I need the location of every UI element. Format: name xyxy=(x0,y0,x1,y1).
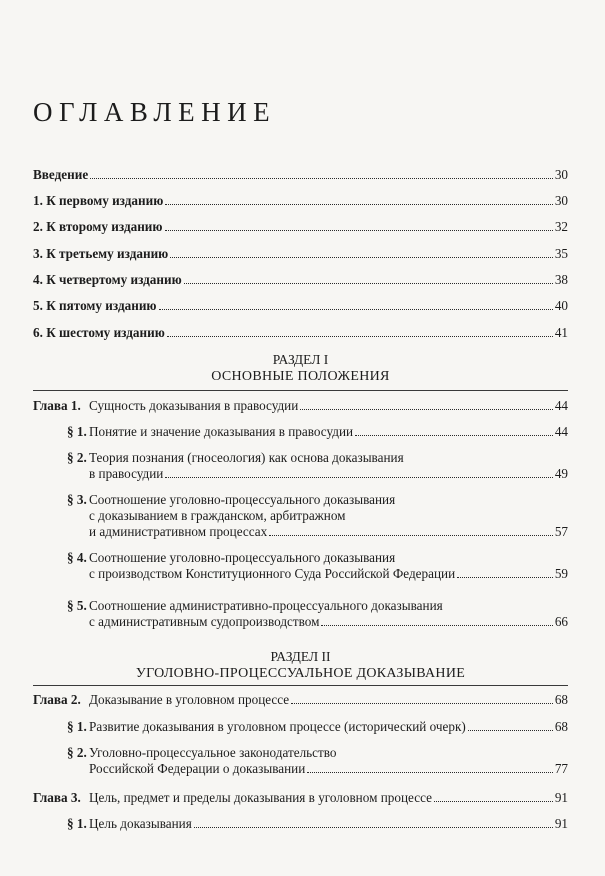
leader-dots xyxy=(321,625,552,626)
toc-entry-page: 59 xyxy=(554,566,568,581)
section-2-header xyxy=(33,648,568,682)
leader-dots xyxy=(468,730,553,731)
section-number: § 4. xyxy=(67,550,87,565)
toc-section-3-1[interactable] xyxy=(67,816,568,832)
leader-dots xyxy=(307,772,553,773)
toc-entry-label: 2. К второму изданию xyxy=(33,219,163,234)
section-1-title: ОСНОВНЫЕ ПОЛОЖЕНИЯ xyxy=(211,369,390,384)
toc-entry-page: 40 xyxy=(554,298,568,313)
toc-section-1-3[interactable] xyxy=(67,492,568,540)
leader-dots xyxy=(434,801,553,802)
section-title-line: и административном процессах xyxy=(89,524,268,539)
section-number: § 1. xyxy=(67,816,87,831)
toc-entry-page: 68 xyxy=(554,692,568,707)
section-2-title: УГОЛОВНО-ПРОЦЕССУАЛЬНОЕ ДОКАЗЫВАНИЕ xyxy=(135,666,466,681)
section-title-line: Соотношение уголовно-процессуального доказывания xyxy=(89,550,396,565)
leader-dots xyxy=(457,577,553,578)
leader-dots xyxy=(269,535,553,536)
toc-entry-label: 3. К третьему изданию xyxy=(33,246,169,261)
toc-section-1-2[interactable] xyxy=(67,450,568,482)
toc-entry-page: 44 xyxy=(554,398,568,413)
toc-entry-page: 38 xyxy=(554,272,568,287)
toc-entry-page: 91 xyxy=(554,816,568,831)
section-title-line: Соотношение уголовно-процессуального доказывания xyxy=(89,492,396,507)
toc-entry-fifth-edition[interactable] xyxy=(33,298,568,314)
chapter-title: Сущность доказывания в правосудии xyxy=(89,398,299,413)
toc-section-1-4[interactable] xyxy=(67,550,568,582)
section-title-line: Российской Федерации о доказывании xyxy=(89,761,306,776)
toc-chapter-3[interactable] xyxy=(33,790,568,806)
section-title-line: Развитие доказывания в уголовном процессе (исторический очерк) xyxy=(89,719,466,734)
toc-entry-page: 41 xyxy=(554,325,568,340)
leader-dots xyxy=(170,257,553,258)
toc-entry-label: 6. К шестому изданию xyxy=(33,325,165,340)
section-title-line: Понятие и значение доказывания в правосудии xyxy=(89,424,354,439)
chapter-title: Цель, предмет и пределы доказывания в уголовном процессе xyxy=(89,790,432,805)
section-number: § 2. xyxy=(67,745,87,760)
toc-entry-page: 68 xyxy=(554,719,568,734)
section-title-line: Уголовно-процессуальное законодательство xyxy=(89,745,337,760)
toc-entry-page: 66 xyxy=(554,614,568,629)
toc-chapter-2[interactable] xyxy=(33,692,568,708)
section-title-line: с производством Конституционного Суда Российской Федерации xyxy=(89,566,456,581)
leader-dots xyxy=(194,827,553,828)
section-title-line: с доказыванием в гражданском, арбитражном xyxy=(89,508,346,523)
leader-dots xyxy=(90,178,553,179)
section-number: § 3. xyxy=(67,492,87,507)
divider-rule xyxy=(33,685,568,686)
toc-entry-page: 32 xyxy=(554,219,568,234)
section-title-line: Теория познания (гносеология) как основа доказывания xyxy=(89,450,404,465)
toc-entry-second-edition[interactable] xyxy=(33,219,568,235)
section-1-label: РАЗДЕЛ I xyxy=(272,352,329,367)
toc-entry-label: Введение xyxy=(33,167,89,182)
toc-entry-intro[interactable] xyxy=(33,167,568,183)
leader-dots xyxy=(291,703,553,704)
divider-rule xyxy=(33,390,568,391)
chapter-number: Глава 1. xyxy=(33,398,81,413)
toc-entry-first-edition[interactable] xyxy=(33,193,568,209)
toc-entry-fourth-edition[interactable] xyxy=(33,272,568,288)
toc-entry-label: 4. К четвертому изданию xyxy=(33,272,182,287)
leader-dots xyxy=(355,435,553,436)
section-title-line: Соотношение административно-процессуального доказывания xyxy=(89,598,443,613)
toc-entry-page: 57 xyxy=(554,524,568,539)
toc-section-2-1[interactable] xyxy=(67,719,568,735)
toc-entry-page: 30 xyxy=(554,193,568,208)
leader-dots xyxy=(300,409,553,410)
chapter-number: Глава 3. xyxy=(33,790,81,805)
toc-section-1-5[interactable] xyxy=(67,598,568,630)
toc-entry-page: 30 xyxy=(554,167,568,182)
section-title-line: с административным судопроизводством xyxy=(89,614,320,629)
section-number: § 1. xyxy=(67,719,87,734)
section-title-line: в правосудии xyxy=(89,466,164,481)
leader-dots xyxy=(165,230,553,231)
toc-entry-label: 5. К пятому изданию xyxy=(33,298,157,313)
toc-heading: ОГЛАВЛЕНИЕ xyxy=(33,97,277,127)
toc-entry-page: 77 xyxy=(554,761,568,776)
toc-section-2-2[interactable] xyxy=(67,745,568,777)
toc-chapter-1[interactable] xyxy=(33,398,568,414)
section-2-label: РАЗДЕЛ II xyxy=(270,649,331,664)
leader-dots xyxy=(159,309,553,310)
section-title-line: Цель доказывания xyxy=(89,816,192,831)
toc-entry-page: 44 xyxy=(554,424,568,439)
leader-dots xyxy=(167,336,553,337)
leader-dots xyxy=(165,477,552,478)
chapter-title: Доказывание в уголовном процессе xyxy=(89,692,290,707)
toc-entry-page: 91 xyxy=(554,790,568,805)
chapter-number: Глава 2. xyxy=(33,692,81,707)
toc-entry-label: 1. К первому изданию xyxy=(33,193,164,208)
toc-entry-page: 35 xyxy=(554,246,568,261)
toc-entry-sixth-edition[interactable] xyxy=(33,325,568,341)
leader-dots xyxy=(165,204,553,205)
toc-entry-third-edition[interactable] xyxy=(33,246,568,262)
leader-dots xyxy=(184,283,553,284)
section-1-header xyxy=(33,351,568,385)
section-number: § 1. xyxy=(67,424,87,439)
toc-entry-page: 49 xyxy=(554,466,568,481)
section-number: § 2. xyxy=(67,450,87,465)
section-number: § 5. xyxy=(67,598,87,613)
toc-section-1-1[interactable] xyxy=(67,424,568,440)
